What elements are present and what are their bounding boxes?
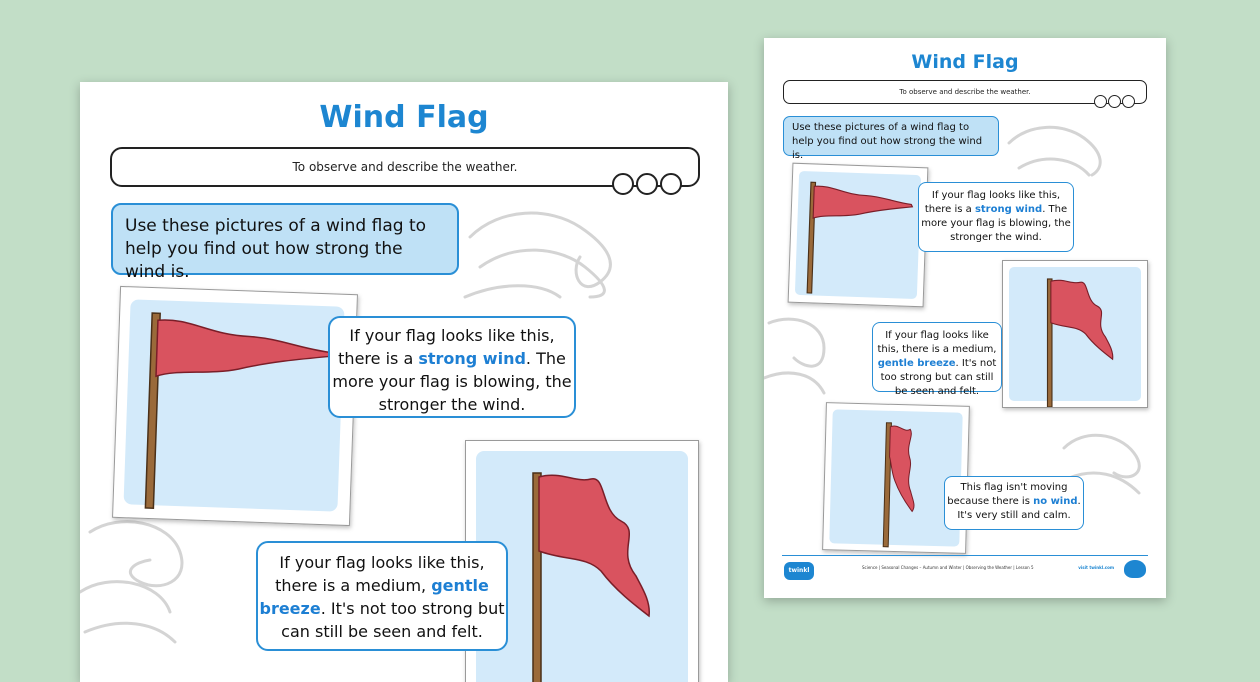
wind-swirl-decoration — [764, 308, 844, 408]
worksheet-large — [80, 82, 728, 682]
no-wind-bubble-small: This flag isn't moving because there is no wind. It's very still and calm. — [944, 476, 1084, 530]
strong-wind-picture — [112, 286, 358, 526]
strong-wind-bubble-small: If your flag looks like this, there is a strong wind. The more your flag is blowing, the stronger the wind. — [918, 182, 1074, 252]
strong-wind-flag-illustration — [113, 287, 357, 525]
strong-wind-term: strong wind — [974, 204, 1043, 215]
strong-wind-flag-illustration — [789, 164, 928, 307]
objective-text-small: To observe and describe the weather. — [899, 88, 1031, 96]
worksheet-small — [764, 38, 1166, 598]
page-title: Wind Flag — [319, 100, 489, 135]
wind-swirl-decoration — [460, 197, 630, 307]
intro-box-small: Use these pictures of a wind flag to help you find out how strong the wind is. — [783, 116, 999, 156]
strong-wind-bubble: If your flag looks like this, there is a strong wind. The more your flag is blowing, the stronger the wind. — [328, 316, 576, 418]
planit-logo-icon — [1124, 560, 1146, 578]
assessment-circle — [1122, 95, 1135, 108]
gentle-breeze-bubble: If your flag looks like this, there is a medium, gentle breeze. It's not too strong but can still be seen and felt. — [256, 541, 508, 651]
objective-text: To observe and describe the weather. — [292, 160, 518, 174]
gentle-breeze-bubble-small: If your flag looks like this, there is a medium, gentle breeze. It's not too strong but can still be seen and felt. — [872, 322, 1002, 392]
assessment-circle — [612, 173, 634, 195]
footer — [782, 555, 1148, 582]
assessment-circles-small — [1094, 95, 1135, 108]
objective-box-small — [783, 80, 1147, 104]
assessment-circle — [1108, 95, 1121, 108]
assessment-circles — [612, 173, 682, 195]
wind-swirl-decoration — [80, 512, 220, 652]
gentle-breeze-flag-illustration — [1003, 261, 1147, 407]
strong-wind-picture-small — [788, 163, 929, 308]
strong-wind-term: strong wind — [418, 349, 526, 368]
footer-breadcrumb: Science | Seasonal Changes – Autumn and Winter | Observing the Weather | Lesson 5 — [862, 565, 1034, 570]
twinkl-logo: twinkl — [784, 562, 814, 580]
gentle-breeze-picture-small — [1002, 260, 1148, 408]
page-title-small: Wind Flag — [911, 51, 1019, 73]
assessment-circle — [660, 173, 682, 195]
gentle-breeze-term: gentle breeze — [259, 576, 489, 618]
no-wind-term: no wind — [1033, 496, 1078, 507]
footer-link[interactable]: visit twinkl.com — [1078, 565, 1114, 570]
assessment-circle — [1094, 95, 1107, 108]
assessment-circle — [636, 173, 658, 195]
gentle-breeze-term: gentle breeze — [877, 358, 956, 369]
intro-box: Use these pictures of a wind flag to help you find out how strong the wind is. — [111, 203, 459, 275]
